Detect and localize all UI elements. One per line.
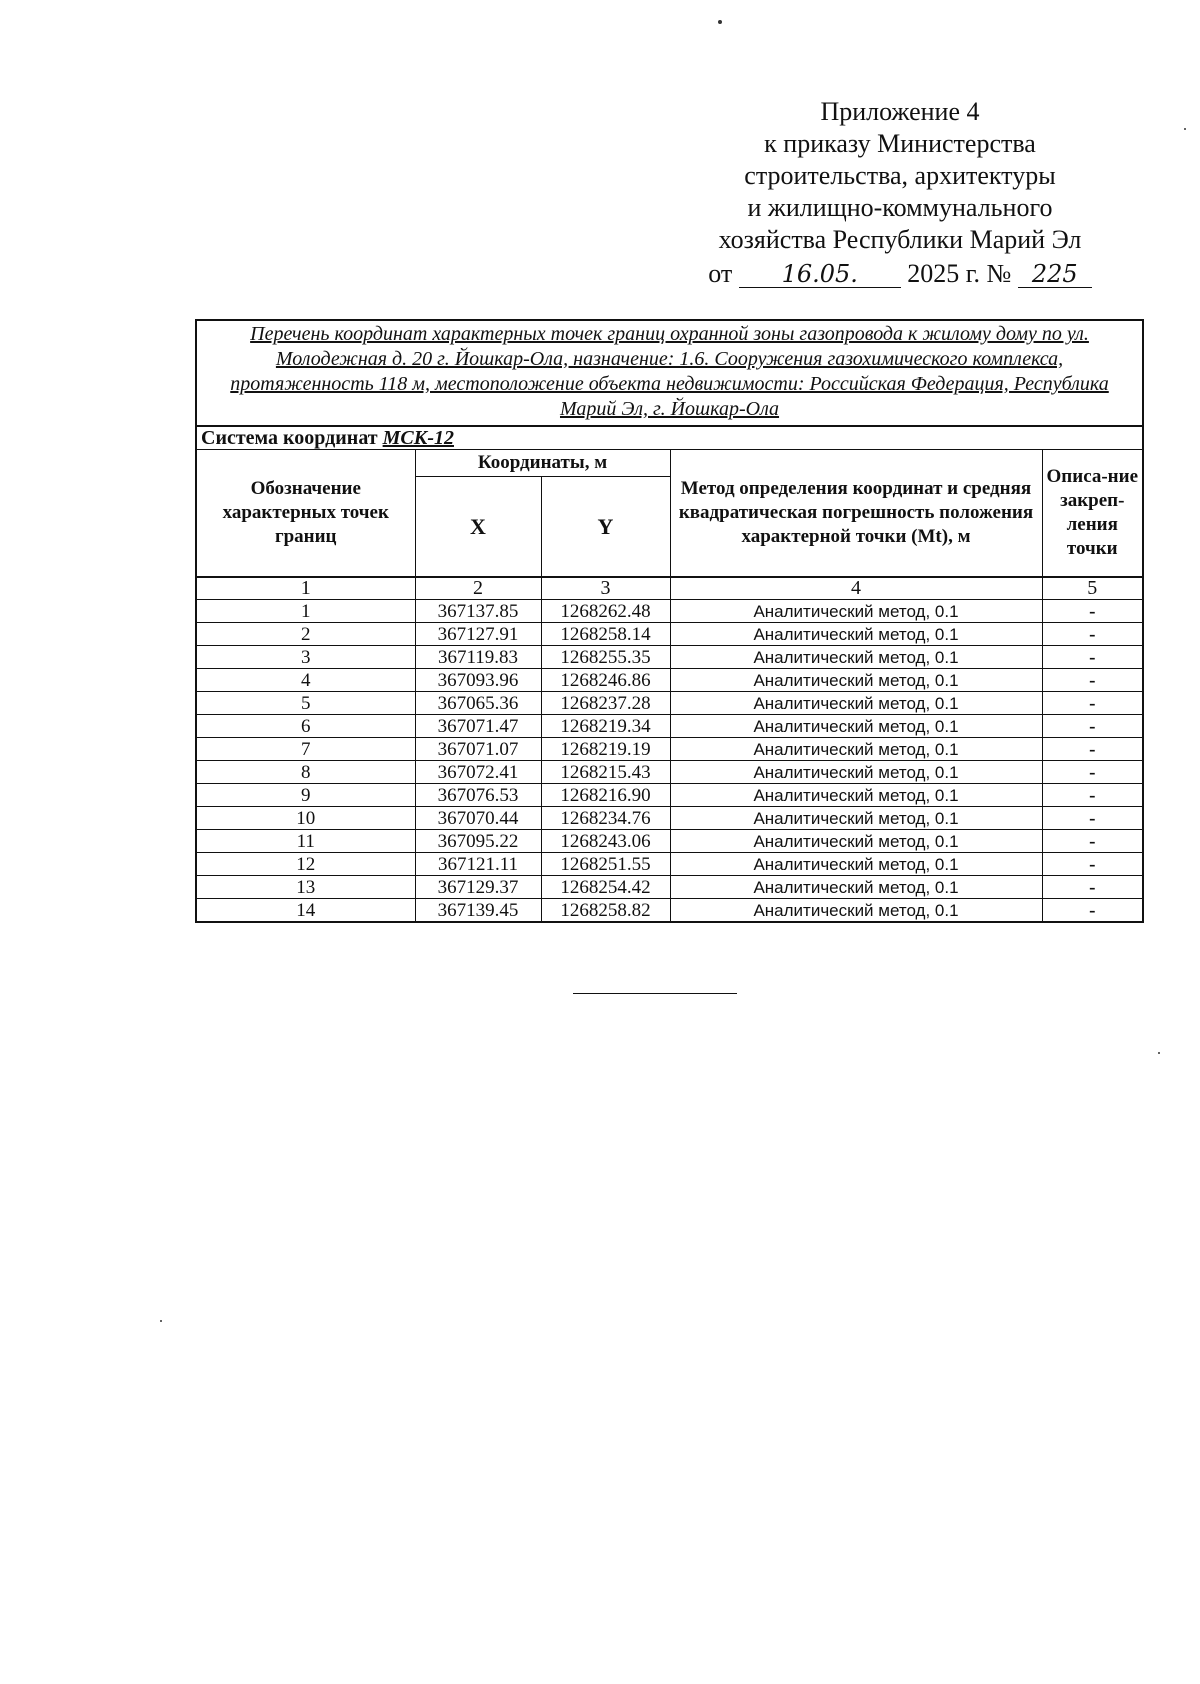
crs-name: МСК-12: [382, 427, 454, 449]
coordinate-system: [196, 426, 1143, 450]
table-row: [196, 669, 1143, 692]
coord-x: 367065.36: [415, 692, 541, 715]
table-row: [196, 830, 1143, 853]
method-cell: Аналитический метод, 0.1: [670, 761, 1042, 784]
header-line: и жилищно-коммунального: [747, 193, 1053, 222]
coord-y: 1268246.86: [541, 669, 670, 692]
point-number: 12: [196, 853, 415, 876]
column-number: 5: [1042, 577, 1143, 600]
point-number: 5: [196, 692, 415, 715]
point-number: 4: [196, 669, 415, 692]
method-cell: Аналитический метод, 0.1: [670, 646, 1042, 669]
col-header-method: Метод определения координат и средняя квадратическая погрешность положения характерной точки (Mt), м: [670, 450, 1042, 578]
table-row: [196, 807, 1143, 830]
table-row: [196, 623, 1143, 646]
coord-x: 367071.47: [415, 715, 541, 738]
scan-speck: [160, 1320, 162, 1322]
header-row: [196, 450, 1143, 477]
end-of-document-rule: [573, 993, 737, 994]
table-row: [196, 761, 1143, 784]
point-number: 13: [196, 876, 415, 899]
description-cell: -: [1042, 853, 1143, 876]
method-cell: Аналитический метод, 0.1: [670, 692, 1042, 715]
coord-x: 367095.22: [415, 830, 541, 853]
coord-y: 1268219.19: [541, 738, 670, 761]
column-number: 4: [670, 577, 1042, 600]
description-cell: -: [1042, 600, 1143, 623]
coord-y: 1268237.28: [541, 692, 670, 715]
method-cell: Аналитический метод, 0.1: [670, 600, 1042, 623]
description-cell: -: [1042, 830, 1143, 853]
column-number: 2: [415, 577, 541, 600]
handwritten-order-number: 225: [1018, 261, 1092, 288]
coord-x: 367127.91: [415, 623, 541, 646]
description-cell: -: [1042, 623, 1143, 646]
point-number: 1: [196, 600, 415, 623]
coord-x: 367076.53: [415, 784, 541, 807]
coord-x: 367129.37: [415, 876, 541, 899]
coord-y: 1268258.82: [541, 899, 670, 923]
year-text: 2025 г. №: [907, 259, 1012, 288]
coord-y: 1268254.42: [541, 876, 670, 899]
scan-speck: [1158, 1052, 1160, 1054]
point-number: 6: [196, 715, 415, 738]
crs-label: Система координат: [201, 427, 378, 449]
coord-y: 1268219.34: [541, 715, 670, 738]
table-row: [196, 853, 1143, 876]
description-cell: -: [1042, 876, 1143, 899]
col-header-coordinates: Координаты, м: [415, 450, 670, 477]
coord-x: 367071.07: [415, 738, 541, 761]
table-row: [196, 738, 1143, 761]
table-title-row: [196, 320, 1143, 426]
column-number: 3: [541, 577, 670, 600]
scan-speck: [1184, 128, 1186, 130]
description-cell: -: [1042, 738, 1143, 761]
coord-x: 367119.83: [415, 646, 541, 669]
header-line: к приказу Министерства: [764, 129, 1036, 158]
coord-x: 367093.96: [415, 669, 541, 692]
point-number: 3: [196, 646, 415, 669]
coord-y: 1268262.48: [541, 600, 670, 623]
table-row: [196, 692, 1143, 715]
description-cell: -: [1042, 807, 1143, 830]
header-line: хозяйства Республики Марий Эл: [718, 225, 1082, 254]
point-number: 11: [196, 830, 415, 853]
method-cell: Аналитический метод, 0.1: [670, 784, 1042, 807]
point-number: 2: [196, 623, 415, 646]
table-row: [196, 784, 1143, 807]
description-cell: -: [1042, 646, 1143, 669]
point-number: 9: [196, 784, 415, 807]
coord-y: 1268258.14: [541, 623, 670, 646]
description-cell: -: [1042, 692, 1143, 715]
crs-row: [196, 426, 1143, 450]
header-line: строительства, архитектуры: [744, 161, 1056, 190]
method-cell: Аналитический метод, 0.1: [670, 715, 1042, 738]
method-cell: Аналитический метод, 0.1: [670, 876, 1042, 899]
point-number: 14: [196, 899, 415, 923]
description-cell: -: [1042, 715, 1143, 738]
coord-y: 1268216.90: [541, 784, 670, 807]
description-cell: -: [1042, 761, 1143, 784]
coord-y: 1268255.35: [541, 646, 670, 669]
table-row: [196, 899, 1143, 923]
method-cell: Аналитический метод, 0.1: [670, 807, 1042, 830]
method-cell: Аналитический метод, 0.1: [670, 853, 1042, 876]
method-cell: Аналитический метод, 0.1: [670, 899, 1042, 923]
point-number: 8: [196, 761, 415, 784]
col-header-description: Описа-ние закреп-ления точки: [1042, 450, 1143, 578]
handwritten-date: 16.05.: [739, 261, 901, 288]
coord-y: 1268234.76: [541, 807, 670, 830]
method-cell: Аналитический метод, 0.1: [670, 738, 1042, 761]
col-header-x: X: [415, 477, 541, 578]
table-title: Перечень координат характерных точек границ охранной зоны газопровода к жилому дому по ул. Молодежная д. 20 г. Йошкар-Ола, назначение: 1.6. Сооружения газохимического комплекса, протяженность 118 м, местоположение объекта недвижимости: Российская Федерация, Республика Марий Эл, г. Йошкар-Ола: [196, 320, 1143, 426]
col-header-point: Обозначение характерных точек границ: [196, 450, 415, 578]
scan-speck: [718, 20, 722, 24]
coordinates-table: [195, 319, 1144, 923]
table-row: [196, 715, 1143, 738]
coord-x: 367137.85: [415, 600, 541, 623]
method-cell: Аналитический метод, 0.1: [670, 623, 1042, 646]
description-cell: -: [1042, 784, 1143, 807]
column-number: 1: [196, 577, 415, 600]
order-date-line: [680, 258, 1120, 290]
coord-x: 367139.45: [415, 899, 541, 923]
table-row: [196, 646, 1143, 669]
coord-y: 1268243.06: [541, 830, 670, 853]
coord-x: 367070.44: [415, 807, 541, 830]
description-cell: -: [1042, 669, 1143, 692]
coord-x: 367121.11: [415, 853, 541, 876]
point-number: 7: [196, 738, 415, 761]
column-number-row: [196, 577, 1143, 600]
table-row: [196, 876, 1143, 899]
description-cell: -: [1042, 899, 1143, 923]
coord-x: 367072.41: [415, 761, 541, 784]
table-row: [196, 600, 1143, 623]
header-line: Приложение 4: [820, 97, 980, 126]
appendix-header: [680, 96, 1120, 290]
col-header-y: Y: [541, 477, 670, 578]
coord-y: 1268251.55: [541, 853, 670, 876]
method-cell: Аналитический метод, 0.1: [670, 669, 1042, 692]
point-number: 10: [196, 807, 415, 830]
coord-y: 1268215.43: [541, 761, 670, 784]
method-cell: Аналитический метод, 0.1: [670, 830, 1042, 853]
date-prefix: от: [708, 259, 733, 288]
